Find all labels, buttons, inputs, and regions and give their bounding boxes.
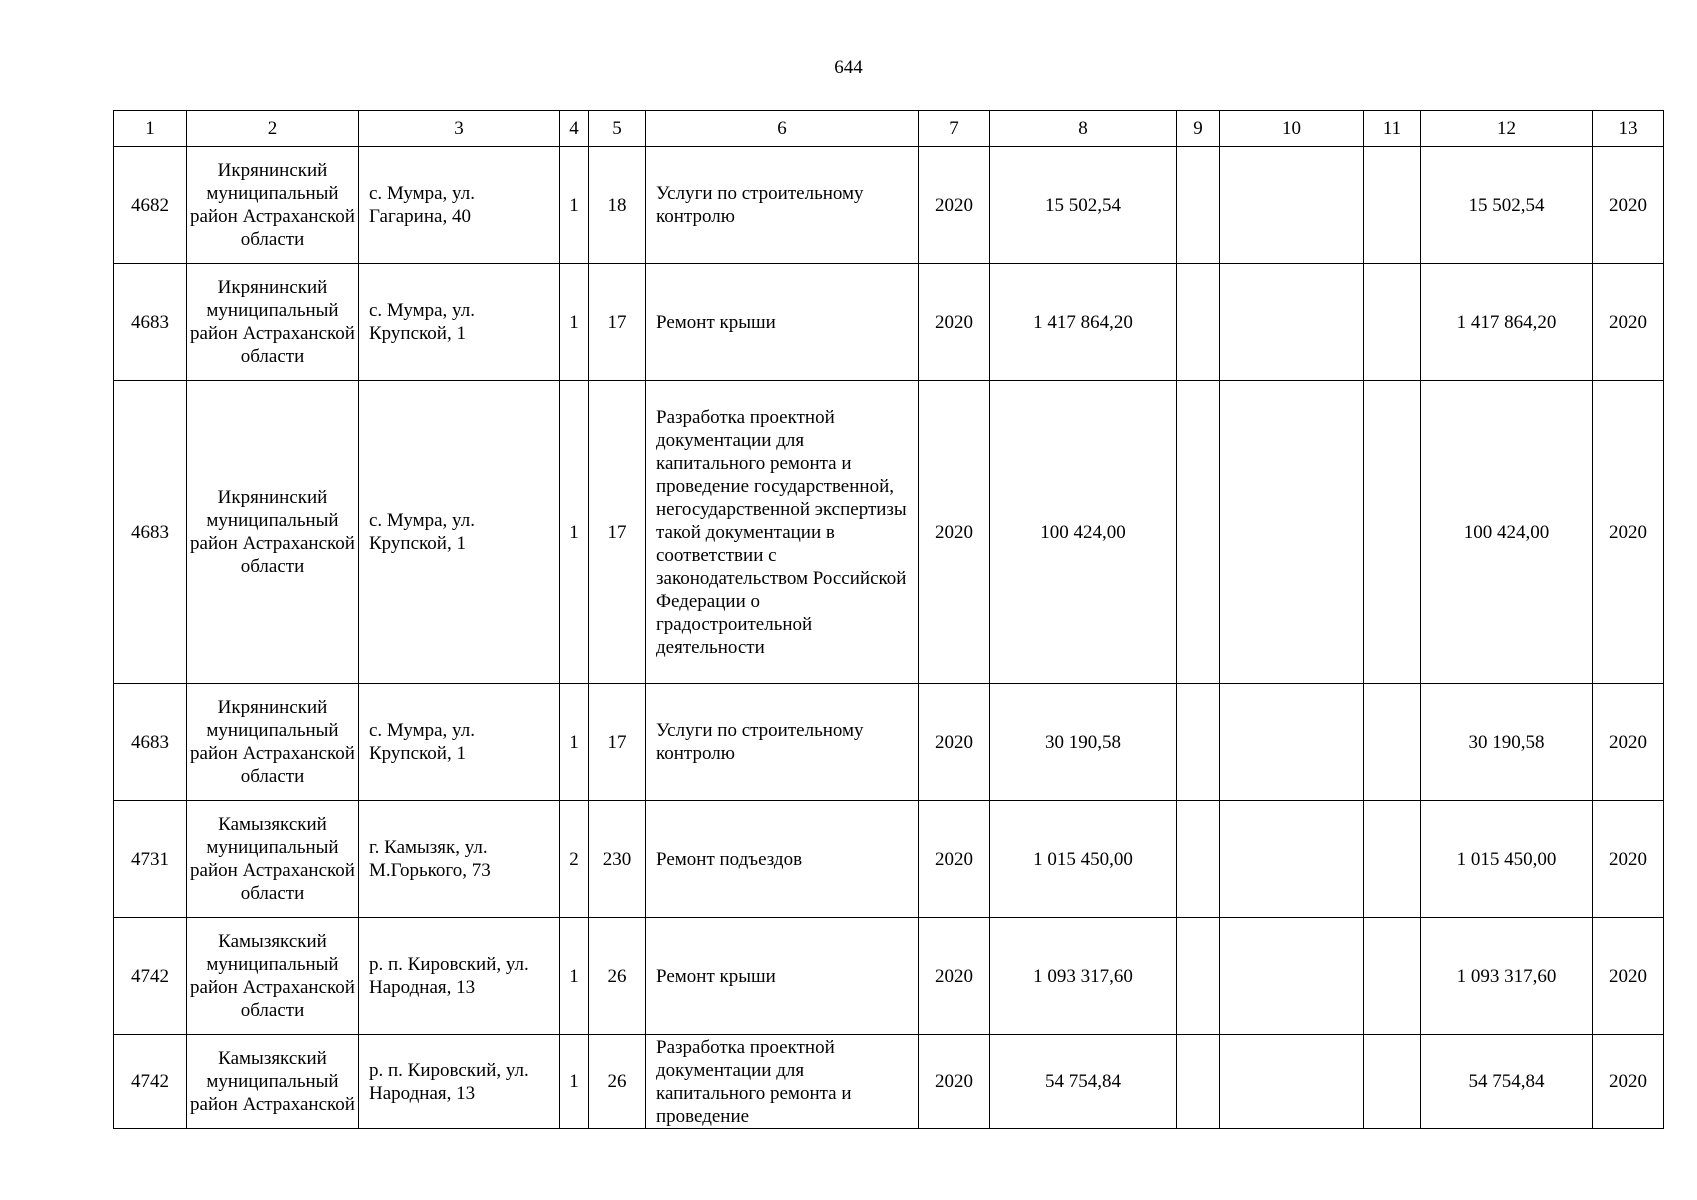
column-header: 10 [1220,111,1364,147]
column-header: 6 [646,111,919,147]
cell-col11 [1364,918,1421,1035]
cell-col10 [1220,264,1364,381]
cell-work-type: Ремонт крыши [646,264,919,381]
cell-amount-total: 54 754,84 [1421,1035,1593,1129]
cell-col5: 230 [589,801,646,918]
cell-year: 2020 [919,147,990,264]
cell-col4: 1 [560,918,589,1035]
cell-address: с. Мумра, ул. Гагарина, 40 [359,147,560,264]
cell-col11 [1364,381,1421,684]
cell-col4: 1 [560,1035,589,1129]
table-row [114,684,1664,801]
table-row [114,147,1664,264]
cell-work-type: Разработка проектной документации для капитального ремонта и проведение государственной, негосударственной экспертизы такой документации в соответствии с законодательством Российской Федерации о градостроительной деятельности [646,381,919,684]
column-header: 9 [1177,111,1220,147]
cell-col11 [1364,684,1421,801]
cell-work-type: Ремонт подъездов [646,801,919,918]
cell-amount: 1 015 450,00 [990,801,1177,918]
cell-col4: 1 [560,147,589,264]
cell-col9 [1177,801,1220,918]
column-header: 4 [560,111,589,147]
cell-municipality: Икрянинский муниципальный район Астраханской области [187,147,359,264]
cell-col11 [1364,801,1421,918]
cell-address: с. Мумра, ул. Крупской, 1 [359,684,560,801]
cell-year: 2020 [919,381,990,684]
cell-address: р. п. Кировский, ул. Народная, 13 [359,1035,560,1129]
column-header: 11 [1364,111,1421,147]
table-row [114,801,1664,918]
cell-number: 4731 [114,801,187,918]
cell-year: 2020 [919,684,990,801]
cell-work-type: Услуги по строительному контролю [646,684,919,801]
cell-address: с. Мумра, ул. Крупской, 1 [359,381,560,684]
column-header: 12 [1421,111,1593,147]
cell-address: с. Мумра, ул. Крупской, 1 [359,264,560,381]
cell-year-end: 2020 [1593,801,1664,918]
cell-col11 [1364,1035,1421,1129]
cell-col10 [1220,684,1364,801]
cell-municipality: Камызякский муниципальный район Астраханской [187,1035,359,1129]
column-header: 13 [1593,111,1664,147]
cell-col9 [1177,147,1220,264]
cell-number: 4682 [114,147,187,264]
cell-municipality: Икрянинский муниципальный район Астраханской области [187,264,359,381]
table-row [114,264,1664,381]
cell-year: 2020 [919,918,990,1035]
cell-address: р. п. Кировский, ул. Народная, 13 [359,918,560,1035]
cell-col5: 17 [589,381,646,684]
cell-year-end: 2020 [1593,918,1664,1035]
cell-amount: 100 424,00 [990,381,1177,684]
cell-year-end: 2020 [1593,264,1664,381]
cell-year-end: 2020 [1593,684,1664,801]
column-header: 3 [359,111,560,147]
cell-col10 [1220,1035,1364,1129]
cell-amount: 15 502,54 [990,147,1177,264]
cell-number: 4742 [114,918,187,1035]
cell-year-end: 2020 [1593,1035,1664,1129]
cell-municipality: Икрянинский муниципальный район Астраханской области [187,381,359,684]
cell-number: 4683 [114,381,187,684]
cell-number: 4683 [114,264,187,381]
column-header: 8 [990,111,1177,147]
cell-col5: 17 [589,684,646,801]
cell-number: 4683 [114,684,187,801]
cell-col5: 26 [589,918,646,1035]
cell-col9 [1177,1035,1220,1129]
cell-year-end: 2020 [1593,381,1664,684]
cell-col9 [1177,684,1220,801]
cell-col10 [1220,147,1364,264]
cell-col9 [1177,918,1220,1035]
cell-col9 [1177,264,1220,381]
cell-year: 2020 [919,264,990,381]
cell-amount: 1 417 864,20 [990,264,1177,381]
page-number: 644 [834,57,863,78]
cell-amount-total: 100 424,00 [1421,381,1593,684]
column-header: 2 [187,111,359,147]
cell-col5: 18 [589,147,646,264]
cell-amount: 30 190,58 [990,684,1177,801]
cell-work-type: Ремонт крыши [646,918,919,1035]
cell-year-end: 2020 [1593,147,1664,264]
cell-col10 [1220,918,1364,1035]
table-row [114,381,1664,684]
cell-municipality: Камызякский муниципальный район Астраханской области [187,918,359,1035]
cell-year: 2020 [919,801,990,918]
table-row [114,1035,1664,1129]
cell-amount-total: 1 417 864,20 [1421,264,1593,381]
cell-col4: 1 [560,684,589,801]
header-row [114,111,1664,147]
cell-amount-total: 15 502,54 [1421,147,1593,264]
column-header: 1 [114,111,187,147]
cell-municipality: Икрянинский муниципальный район Астраханской области [187,684,359,801]
cell-address: г. Камызяк, ул. М.Горького, 73 [359,801,560,918]
cell-col4: 1 [560,264,589,381]
cell-col5: 17 [589,264,646,381]
cell-amount-total: 1 015 450,00 [1421,801,1593,918]
cell-col4: 2 [560,801,589,918]
cell-col5: 26 [589,1035,646,1129]
cell-col10 [1220,801,1364,918]
cell-work-type: Услуги по строительному контролю [646,147,919,264]
cell-municipality: Камызякский муниципальный район Астраханской области [187,801,359,918]
cell-col4: 1 [560,381,589,684]
cell-amount-total: 30 190,58 [1421,684,1593,801]
column-header: 5 [589,111,646,147]
cell-col10 [1220,381,1364,684]
data-table [113,110,1664,1129]
cell-year: 2020 [919,1035,990,1129]
column-header: 7 [919,111,990,147]
cell-work-type: Разработка проектной документации для капитального ремонта и проведение [646,1035,919,1129]
cell-col11 [1364,147,1421,264]
table-row [114,918,1664,1035]
cell-amount: 1 093 317,60 [990,918,1177,1035]
cell-col9 [1177,381,1220,684]
cell-amount: 54 754,84 [990,1035,1177,1129]
cell-col11 [1364,264,1421,381]
cell-amount-total: 1 093 317,60 [1421,918,1593,1035]
cell-number: 4742 [114,1035,187,1129]
